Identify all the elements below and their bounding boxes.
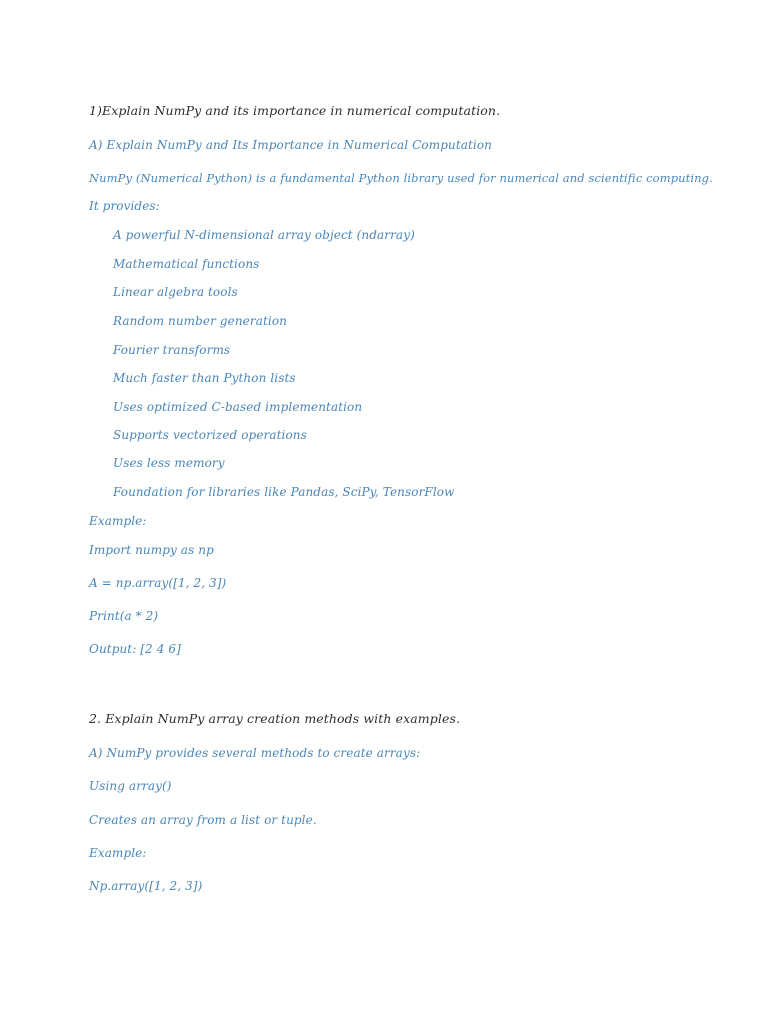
- bullet-item: Uses less memory: [113, 456, 225, 470]
- bullet-item: Much faster than Python lists: [113, 371, 296, 385]
- bullet-item: A powerful N-dimensional array object (ndarray): [113, 228, 415, 242]
- example-label-1: Example:: [89, 514, 147, 528]
- provides-label: It provides:: [89, 199, 160, 213]
- question-2: 2. Explain NumPy array creation methods with examples.: [89, 711, 461, 726]
- method-description: Creates an array from a list or tuple.: [89, 813, 317, 827]
- answer-1-intro: NumPy (Numerical Python) is a fundamental Python library used for numerical and scientific computing.: [89, 171, 713, 185]
- method-title: Using array(): [89, 779, 172, 793]
- example-label-2: Example:: [89, 846, 147, 860]
- bullet-item: Random number generation: [113, 314, 287, 328]
- code-line: Np.array([1, 2, 3]): [89, 879, 203, 893]
- code-line: Import numpy as np: [89, 543, 214, 557]
- bullet-item: Linear algebra tools: [113, 285, 238, 299]
- bullet-item: Supports vectorized operations: [113, 428, 307, 442]
- bullet-item: Fourier transforms: [113, 343, 231, 357]
- answer-2-intro: A) NumPy provides several methods to create arrays:: [89, 746, 421, 760]
- code-line: A = np.array([1, 2, 3]): [89, 576, 227, 590]
- code-output: Output: [2 4 6]: [89, 642, 181, 656]
- question-1: 1)Explain NumPy and its importance in numerical computation.: [89, 103, 501, 118]
- bullet-item: Mathematical functions: [113, 257, 260, 271]
- answer-1-title: A) Explain NumPy and Its Importance in Numerical Computation: [89, 138, 493, 152]
- bullet-item: Foundation for libraries like Pandas, SciPy, TensorFlow: [113, 485, 455, 499]
- bullet-item: Uses optimized C-based implementation: [113, 400, 363, 414]
- code-line: Print(a * 2): [89, 609, 159, 623]
